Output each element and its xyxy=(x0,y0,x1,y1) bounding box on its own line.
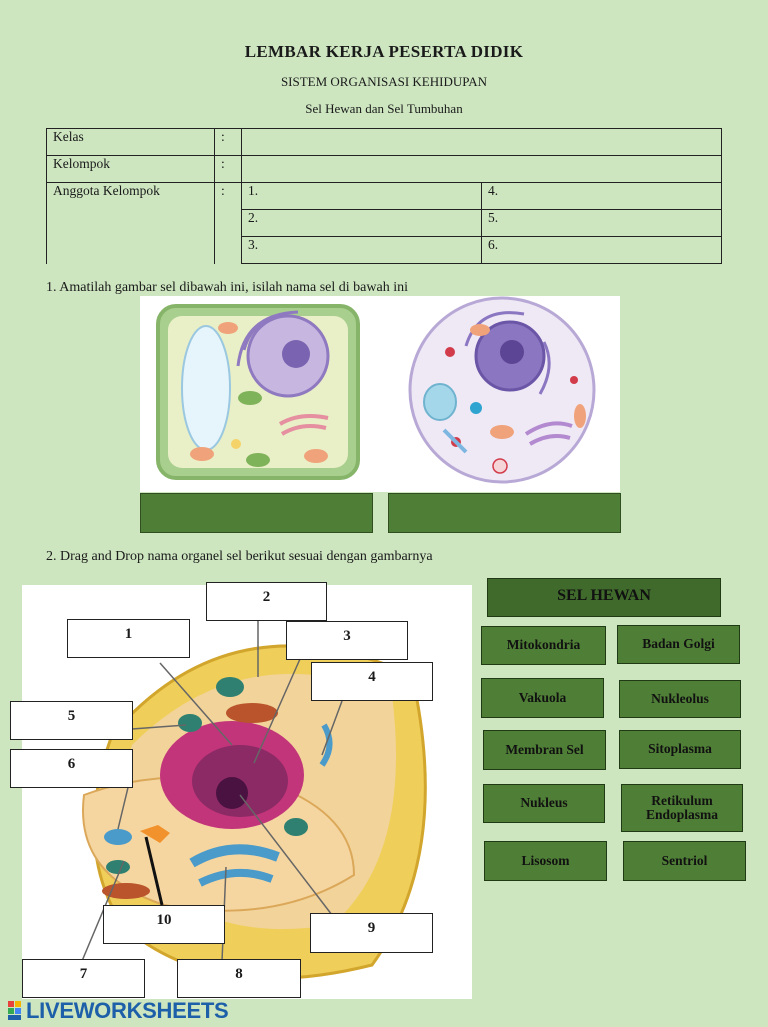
animal-cell-answer-box[interactable] xyxy=(388,493,621,533)
word-mitokondria[interactable]: Mitokondria xyxy=(481,626,606,665)
drop-box-3[interactable]: 3 xyxy=(286,621,408,660)
drop-box-10[interactable]: 10 xyxy=(103,905,225,944)
member-field-1[interactable]: 1. xyxy=(242,183,482,210)
word-retikulum-endoplasma[interactable]: Retikulum Endoplasma xyxy=(621,784,743,832)
word-bank-header: SEL HEWAN xyxy=(487,578,721,617)
plant-cell-image xyxy=(158,306,358,478)
word-nukleolus[interactable]: Nukleolus xyxy=(619,680,741,718)
word-sitoplasma[interactable]: Sitoplasma xyxy=(619,730,741,769)
member-field-2[interactable]: 2. xyxy=(242,210,482,237)
page-topic: Sel Hewan dan Sel Tumbuhan xyxy=(305,101,463,116)
member-field-5[interactable]: 5. xyxy=(482,210,722,237)
liveworksheets-logo-icon xyxy=(8,1001,22,1021)
question-2: 2. Drag and Drop nama organel sel berikut sesuai dengan gambarnya xyxy=(46,549,433,564)
word-nukleus[interactable]: Nukleus xyxy=(483,784,605,823)
info-table xyxy=(46,128,722,264)
drop-box-6[interactable]: 6 xyxy=(10,749,133,788)
word-vakuola[interactable]: Vakuola xyxy=(481,678,604,718)
kelompok-field[interactable] xyxy=(242,156,722,183)
member-field-6[interactable]: 6. xyxy=(482,237,722,264)
drop-box-7[interactable]: 7 xyxy=(22,959,145,998)
cell-images-panel xyxy=(140,296,620,492)
colon: : xyxy=(215,183,242,264)
drop-box-8[interactable]: 8 xyxy=(177,959,301,998)
drop-box-5[interactable]: 5 xyxy=(10,701,133,740)
kelas-field[interactable] xyxy=(242,129,722,156)
anggota-label: Anggota Kelompok xyxy=(47,183,215,264)
word-lisosom[interactable]: Lisosom xyxy=(484,841,607,881)
drop-box-1[interactable]: 1 xyxy=(67,619,190,658)
member-field-3[interactable]: 3. xyxy=(242,237,482,264)
colon: : xyxy=(215,156,242,183)
drop-box-4[interactable]: 4 xyxy=(311,662,433,701)
colon: : xyxy=(215,129,242,156)
page-subtitle: SISTEM ORGANISASI KEHIDUPAN xyxy=(280,74,488,89)
word-membran-sel[interactable]: Membran Sel xyxy=(483,730,606,770)
drop-box-2[interactable]: 2 xyxy=(206,582,327,621)
animal-cell-image xyxy=(410,298,594,482)
kelompok-label: Kelompok xyxy=(47,156,215,183)
drop-box-9[interactable]: 9 xyxy=(310,913,433,953)
question-1: 1. Amatilah gambar sel dibawah ini, isilah nama sel di bawah ini xyxy=(46,280,408,295)
plant-cell-answer-box[interactable] xyxy=(140,493,373,533)
word-badan-golgi[interactable]: Badan Golgi xyxy=(617,625,740,664)
cell-illustrations xyxy=(140,296,620,492)
kelas-label: Kelas xyxy=(47,129,215,156)
page-title: LEMBAR KERJA PESERTA DIDIK xyxy=(244,42,524,61)
liveworksheets-logo-text: LIVEWORKSHEETS xyxy=(26,998,229,1023)
liveworksheets-logo xyxy=(8,998,228,1024)
member-field-4[interactable]: 4. xyxy=(482,183,722,210)
word-sentriol[interactable]: Sentriol xyxy=(623,841,746,881)
